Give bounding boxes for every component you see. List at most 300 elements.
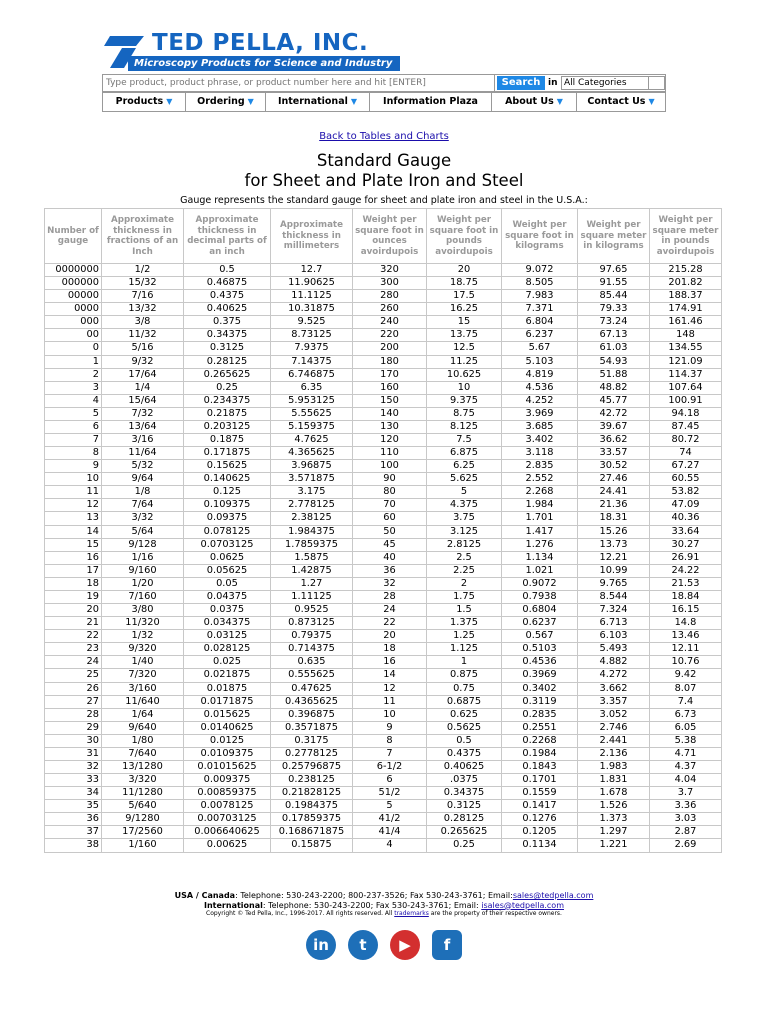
table-cell: 36 <box>353 564 427 577</box>
caret-down-icon: ▼ <box>247 97 254 106</box>
nav-information-plaza[interactable] <box>370 93 492 111</box>
table-cell: 9.42 <box>650 669 722 682</box>
table-cell: 9.375 <box>427 394 502 407</box>
table-cell: 5 <box>45 407 102 420</box>
table-cell: 260 <box>353 303 427 316</box>
table-cell: 6.35 <box>271 381 353 394</box>
table-cell: 0.1205 <box>502 826 578 839</box>
table-cell: 60 <box>353 512 427 525</box>
table-cell: 70 <box>353 499 427 512</box>
table-cell: 0.203125 <box>184 420 271 433</box>
page-title-line1: Standard Gauge <box>316 151 452 170</box>
table-row <box>45 604 722 617</box>
table-cell: 29 <box>45 721 102 734</box>
table-cell: 42.72 <box>578 407 650 420</box>
table-cell: 6.713 <box>578 617 650 630</box>
footer-intl-text: : Telephone: 530-243-2200; Fax 530-243-3761; Email: <box>262 900 482 910</box>
nav-label: International <box>277 96 348 107</box>
table-cell: 91.55 <box>578 277 650 290</box>
copyright-post: are the property of their respective owners. <box>428 910 562 917</box>
table-cell: 2.268 <box>502 486 578 499</box>
page-title-line2: for Sheet and Plate Iron and Steel <box>244 171 524 190</box>
table-cell: 15/64 <box>102 394 184 407</box>
gauge-table <box>44 208 722 853</box>
table-cell: 53.82 <box>650 486 722 499</box>
table-cell: 27 <box>45 695 102 708</box>
table-cell: 0.1984 <box>502 747 578 760</box>
table-cell: 0.79375 <box>271 630 353 643</box>
table-row <box>45 590 722 603</box>
nav-label: Information Plaza <box>383 96 478 107</box>
table-cell: 0.9525 <box>271 604 353 617</box>
table-cell: 11.1125 <box>271 290 353 303</box>
table-cell: 0.4375 <box>427 747 502 760</box>
youtube-glyph: ▶ <box>399 936 411 954</box>
footer-intl-line <box>0 901 768 911</box>
table-cell: 3.175 <box>271 486 353 499</box>
table-cell: 1.125 <box>427 643 502 656</box>
table-cell: 0.265625 <box>184 368 271 381</box>
facebook-glyph: f <box>443 936 451 954</box>
category-select[interactable] <box>561 76 665 90</box>
table-cell: 1.7859375 <box>271 538 353 551</box>
table-cell: 5.493 <box>578 643 650 656</box>
table-cell: 0.1843 <box>502 760 578 773</box>
linkedin-icon[interactable] <box>306 930 336 960</box>
table-cell: 1 <box>45 355 102 368</box>
table-row <box>45 826 722 839</box>
trademarks-link[interactable]: trademarks <box>394 910 429 917</box>
table-cell: 17 <box>45 564 102 577</box>
table-cell: 1/64 <box>102 708 184 721</box>
table-cell: 22 <box>45 630 102 643</box>
nav-label: Contact Us <box>587 96 646 107</box>
table-cell: 000 <box>45 316 102 329</box>
table-cell: 21.36 <box>578 499 650 512</box>
table-cell: 0.234375 <box>184 394 271 407</box>
table-cell: 4 <box>45 394 102 407</box>
table-cell: 0.375 <box>184 316 271 329</box>
table-row <box>45 420 722 433</box>
table-cell: 174.91 <box>650 303 722 316</box>
table-cell: 50 <box>353 525 427 538</box>
table-row <box>45 682 722 695</box>
table-cell: 1.42875 <box>271 564 353 577</box>
table-cell: 3.571875 <box>271 473 353 486</box>
table-cell: 3.052 <box>578 708 650 721</box>
table-cell: 1.678 <box>578 787 650 800</box>
table-cell: 0.01875 <box>184 682 271 695</box>
table-cell: 20 <box>353 630 427 643</box>
table-cell: 0.28125 <box>427 813 502 826</box>
table-row <box>45 434 722 447</box>
table-cell: 0.3969 <box>502 669 578 682</box>
table-cell: 80 <box>353 486 427 499</box>
select-arrow-icon <box>648 77 664 89</box>
table-cell: 38 <box>45 839 102 852</box>
table-cell: 7/32 <box>102 407 184 420</box>
table-cell: 0.1875 <box>184 434 271 447</box>
footer-intl-label: International <box>204 900 263 910</box>
table-cell: 0.168671875 <box>271 826 353 839</box>
table-cell: 0.3119 <box>502 695 578 708</box>
table-cell: 33.64 <box>650 525 722 538</box>
nav-international[interactable] <box>266 93 370 111</box>
table-row <box>45 303 722 316</box>
table-cell: 2.441 <box>578 734 650 747</box>
social-links <box>306 930 464 960</box>
main-nav <box>102 92 666 112</box>
table-cell: 0.3175 <box>271 734 353 747</box>
table-cell: 0.1559 <box>502 787 578 800</box>
table-cell: 18.75 <box>427 277 502 290</box>
table-row <box>45 551 722 564</box>
table-cell: 36 <box>45 813 102 826</box>
column-header: Number of gauge <box>45 209 102 264</box>
table-cell: 3/32 <box>102 512 184 525</box>
table-cell: 26.91 <box>650 551 722 564</box>
table-cell: 0.09375 <box>184 512 271 525</box>
table-row <box>45 447 722 460</box>
back-to-tables-link[interactable]: Back to Tables and Charts <box>319 131 449 142</box>
table-cell: 0.0375 <box>184 604 271 617</box>
table-cell: 12 <box>45 499 102 512</box>
table-cell: 120 <box>353 434 427 447</box>
table-cell: 8.544 <box>578 590 650 603</box>
nav-about-us[interactable] <box>492 93 577 111</box>
table-cell: 7/64 <box>102 499 184 512</box>
table-cell: 4 <box>353 839 427 852</box>
nav-contact-us[interactable] <box>577 93 665 111</box>
table-cell: 9/640 <box>102 721 184 734</box>
table-cell: 12.11 <box>650 643 722 656</box>
table-cell: 240 <box>353 316 427 329</box>
table-cell: 20 <box>45 604 102 617</box>
table-cell: 10 <box>45 473 102 486</box>
table-cell: 0.5625 <box>427 721 502 734</box>
table-cell: 0.028125 <box>184 643 271 656</box>
table-cell: 0.6804 <box>502 604 578 617</box>
table-cell: 0.140625 <box>184 473 271 486</box>
table-cell: 3.7 <box>650 787 722 800</box>
table-cell: 4.37 <box>650 760 722 773</box>
search-input[interactable] <box>103 75 495 91</box>
linkedin-glyph: in <box>313 936 329 954</box>
table-cell: 11.25 <box>427 355 502 368</box>
table-row <box>45 747 722 760</box>
table-cell: 13.46 <box>650 630 722 643</box>
table-cell: 5.55625 <box>271 407 353 420</box>
table-cell: 94.18 <box>650 407 722 420</box>
brand-name: TED PELLA, INC. <box>152 30 369 56</box>
table-row <box>45 316 722 329</box>
table-cell: 0.34375 <box>184 329 271 342</box>
table-cell: 1.831 <box>578 774 650 787</box>
table-row <box>45 839 722 852</box>
table-cell: 3/80 <box>102 604 184 617</box>
table-cell: 0.46875 <box>184 277 271 290</box>
table-cell: 9.072 <box>502 264 578 277</box>
nav-products[interactable] <box>103 93 186 111</box>
table-cell: 1.417 <box>502 525 578 538</box>
table-cell: 7 <box>45 434 102 447</box>
youtube-icon[interactable] <box>390 930 420 960</box>
table-cell: 16.15 <box>650 604 722 617</box>
table-cell: 0.635 <box>271 656 353 669</box>
table-cell: 0.15875 <box>271 839 353 852</box>
table-cell: 28 <box>45 708 102 721</box>
table-body <box>45 264 722 853</box>
table-cell: 51/2 <box>353 787 427 800</box>
table-cell: 0.4375 <box>184 290 271 303</box>
table-cell: 14.8 <box>650 617 722 630</box>
table-cell: 3.662 <box>578 682 650 695</box>
facebook-icon[interactable] <box>432 930 462 960</box>
table-cell: 10 <box>353 708 427 721</box>
table-row <box>45 721 722 734</box>
table-cell: 0.3125 <box>184 342 271 355</box>
table-cell: 41/4 <box>353 826 427 839</box>
table-cell: 6.05 <box>650 721 722 734</box>
table-cell: 6.103 <box>578 630 650 643</box>
table-cell: 48.82 <box>578 381 650 394</box>
table-cell: 9/160 <box>102 564 184 577</box>
table-cell: 0.015625 <box>184 708 271 721</box>
table-cell: 1.297 <box>578 826 650 839</box>
table-cell: 201.82 <box>650 277 722 290</box>
table-cell: 7.983 <box>502 290 578 303</box>
category-select-value: All Categories <box>564 78 627 88</box>
table-cell: 2.136 <box>578 747 650 760</box>
table-row <box>45 329 722 342</box>
table-cell: 5.953125 <box>271 394 353 407</box>
table-cell: 17/2560 <box>102 826 184 839</box>
table-cell: 5.67 <box>502 342 578 355</box>
table-cell: 1.373 <box>578 813 650 826</box>
table-cell: 4.252 <box>502 394 578 407</box>
table-cell: 2.69 <box>650 839 722 852</box>
footer-usa-line <box>0 891 768 901</box>
table-cell: 134.55 <box>650 342 722 355</box>
table-cell: 11 <box>353 695 427 708</box>
table-cell: 27.46 <box>578 473 650 486</box>
table-cell: 0.40625 <box>184 303 271 316</box>
table-cell: 9/320 <box>102 643 184 656</box>
table-cell: 7.5 <box>427 434 502 447</box>
twitter-glyph: t <box>359 936 367 954</box>
caret-down-icon: ▼ <box>556 97 563 106</box>
table-cell: 97.65 <box>578 264 650 277</box>
table-cell: 0 <box>45 342 102 355</box>
table-cell: 6.875 <box>427 447 502 460</box>
table-cell: 1/16 <box>102 551 184 564</box>
table-header-row <box>45 209 722 264</box>
search-button[interactable]: Search <box>497 76 545 90</box>
table-cell: 1.25 <box>427 630 502 643</box>
table-cell: 54.93 <box>578 355 650 368</box>
table-cell: 0.4365625 <box>271 695 353 708</box>
table-cell: 9.525 <box>271 316 353 329</box>
table-cell: 4.71 <box>650 747 722 760</box>
table-cell: 30 <box>45 734 102 747</box>
table-row <box>45 617 722 630</box>
table-cell: 73.24 <box>578 316 650 329</box>
table-cell: 3 <box>45 381 102 394</box>
table-cell: 0.47625 <box>271 682 353 695</box>
table-cell: 60.55 <box>650 473 722 486</box>
table-cell: 0.021875 <box>184 669 271 682</box>
table-cell: 2.38125 <box>271 512 353 525</box>
table-cell: 7.9375 <box>271 342 353 355</box>
nav-ordering[interactable] <box>186 93 266 111</box>
table-cell: 11/640 <box>102 695 184 708</box>
table-cell: 85.44 <box>578 290 650 303</box>
table-cell: 13/64 <box>102 420 184 433</box>
table-cell: 0.238125 <box>271 774 353 787</box>
table-cell: 10.31875 <box>271 303 353 316</box>
table-cell: 0.714375 <box>271 643 353 656</box>
table-cell: 0.25 <box>184 381 271 394</box>
table-row <box>45 394 722 407</box>
footer-usa-label: USA / Canada <box>174 891 236 900</box>
table-cell: 17/64 <box>102 368 184 381</box>
table-cell: 6-1/2 <box>353 760 427 773</box>
table-cell: 0.0078125 <box>184 800 271 813</box>
caret-down-icon: ▼ <box>166 97 173 106</box>
intl-email-link[interactable]: isales@tedpella.com <box>481 900 564 910</box>
table-cell: 1.11125 <box>271 590 353 603</box>
search-bar <box>102 74 666 92</box>
table-cell: 8.75 <box>427 407 502 420</box>
table-row <box>45 760 722 773</box>
table-cell: 161.46 <box>650 316 722 329</box>
table-cell: 5/32 <box>102 460 184 473</box>
table-cell: 61.03 <box>578 342 650 355</box>
table-row <box>45 656 722 669</box>
table-cell: 1.5875 <box>271 551 353 564</box>
twitter-icon[interactable] <box>348 930 378 960</box>
table-cell: 34 <box>45 787 102 800</box>
table-cell: 6.73 <box>650 708 722 721</box>
table-cell: 7.14375 <box>271 355 353 368</box>
table-cell: 0.3402 <box>502 682 578 695</box>
page-title <box>0 151 768 191</box>
table-cell: 3.125 <box>427 525 502 538</box>
column-header: Weight per square meter in kilograms <box>578 209 650 264</box>
table-cell: 0.025 <box>184 656 271 669</box>
table-cell: 13.73 <box>578 538 650 551</box>
table-cell: 0.9072 <box>502 577 578 590</box>
table-cell: 10.99 <box>578 564 650 577</box>
table-cell: 18.84 <box>650 590 722 603</box>
brand-logo[interactable] <box>104 30 404 74</box>
table-cell: 9/1280 <box>102 813 184 826</box>
table-cell: 9/64 <box>102 473 184 486</box>
table-cell: 0.6237 <box>502 617 578 630</box>
copyright-pre: Copyright © Ted Pella, Inc., 1996-2017. All rights reserved. All <box>206 910 395 917</box>
table-cell: 40 <box>353 551 427 564</box>
table-cell: 148 <box>650 329 722 342</box>
table-cell: 14 <box>45 525 102 538</box>
table-cell: 3.75 <box>427 512 502 525</box>
table-cell: 7/640 <box>102 747 184 760</box>
table-cell: 1/80 <box>102 734 184 747</box>
table-cell: 0.04375 <box>184 590 271 603</box>
usa-email-link[interactable]: sales@tedpella.com <box>512 891 594 900</box>
table-cell: 0.2835 <box>502 708 578 721</box>
table-cell: 13 <box>45 512 102 525</box>
table-cell: 0.006640625 <box>184 826 271 839</box>
table-cell: 107.64 <box>650 381 722 394</box>
table-cell: 74 <box>650 447 722 460</box>
table-cell: 3.36 <box>650 800 722 813</box>
table-cell: 3.96875 <box>271 460 353 473</box>
table-cell: 114.37 <box>650 368 722 381</box>
table-cell: 19 <box>45 590 102 603</box>
table-cell: 24 <box>353 604 427 617</box>
table-cell: 24.41 <box>578 486 650 499</box>
table-cell: 32 <box>353 577 427 590</box>
table-cell: 2.87 <box>650 826 722 839</box>
table-cell: 0.7938 <box>502 590 578 603</box>
table-cell: 6.237 <box>502 329 578 342</box>
table-cell: 0.25 <box>427 839 502 852</box>
nav-label: Products <box>115 96 164 107</box>
table-cell: 11/320 <box>102 617 184 630</box>
table-cell: 0.00625 <box>184 839 271 852</box>
table-cell: 45 <box>353 538 427 551</box>
gauge-table-container <box>44 208 722 853</box>
table-cell: 0.171875 <box>184 447 271 460</box>
table-cell: 220 <box>353 329 427 342</box>
table-cell: 300 <box>353 277 427 290</box>
table-cell: 12.7 <box>271 264 353 277</box>
column-header: Weight per square meter in pounds avoirdupois <box>650 209 722 264</box>
table-row <box>45 381 722 394</box>
table-cell: 24 <box>45 656 102 669</box>
table-cell: 23 <box>45 643 102 656</box>
table-cell: 37 <box>45 826 102 839</box>
table-cell: 0.00859375 <box>184 787 271 800</box>
table-row <box>45 355 722 368</box>
table-row <box>45 813 722 826</box>
table-cell: 100 <box>353 460 427 473</box>
table-cell: 10.76 <box>650 656 722 669</box>
table-row <box>45 512 722 525</box>
table-cell: 11 <box>45 486 102 499</box>
table-cell: 33.57 <box>578 447 650 460</box>
table-cell: 79.33 <box>578 303 650 316</box>
table-cell: 14 <box>353 669 427 682</box>
table-row <box>45 368 722 381</box>
table-cell: 3/8 <box>102 316 184 329</box>
table-cell: 6.804 <box>502 316 578 329</box>
column-header: Approximate thickness in fractions of an Inch <box>102 209 184 264</box>
table-cell: 4.272 <box>578 669 650 682</box>
table-row <box>45 473 722 486</box>
table-cell: 47.09 <box>650 499 722 512</box>
table-cell: 0.21828125 <box>271 787 353 800</box>
table-row <box>45 460 722 473</box>
table-cell: 3.969 <box>502 407 578 420</box>
footer-usa-text: : Telephone: 530-243-2200; 800-237-3526; Fax 530-243-3761; Email: <box>235 891 513 900</box>
table-cell: 5/16 <box>102 342 184 355</box>
table-row <box>45 643 722 656</box>
table-cell: 200 <box>353 342 427 355</box>
table-cell: 1.375 <box>427 617 502 630</box>
table-cell: 17.5 <box>427 290 502 303</box>
table-cell: 8 <box>353 734 427 747</box>
